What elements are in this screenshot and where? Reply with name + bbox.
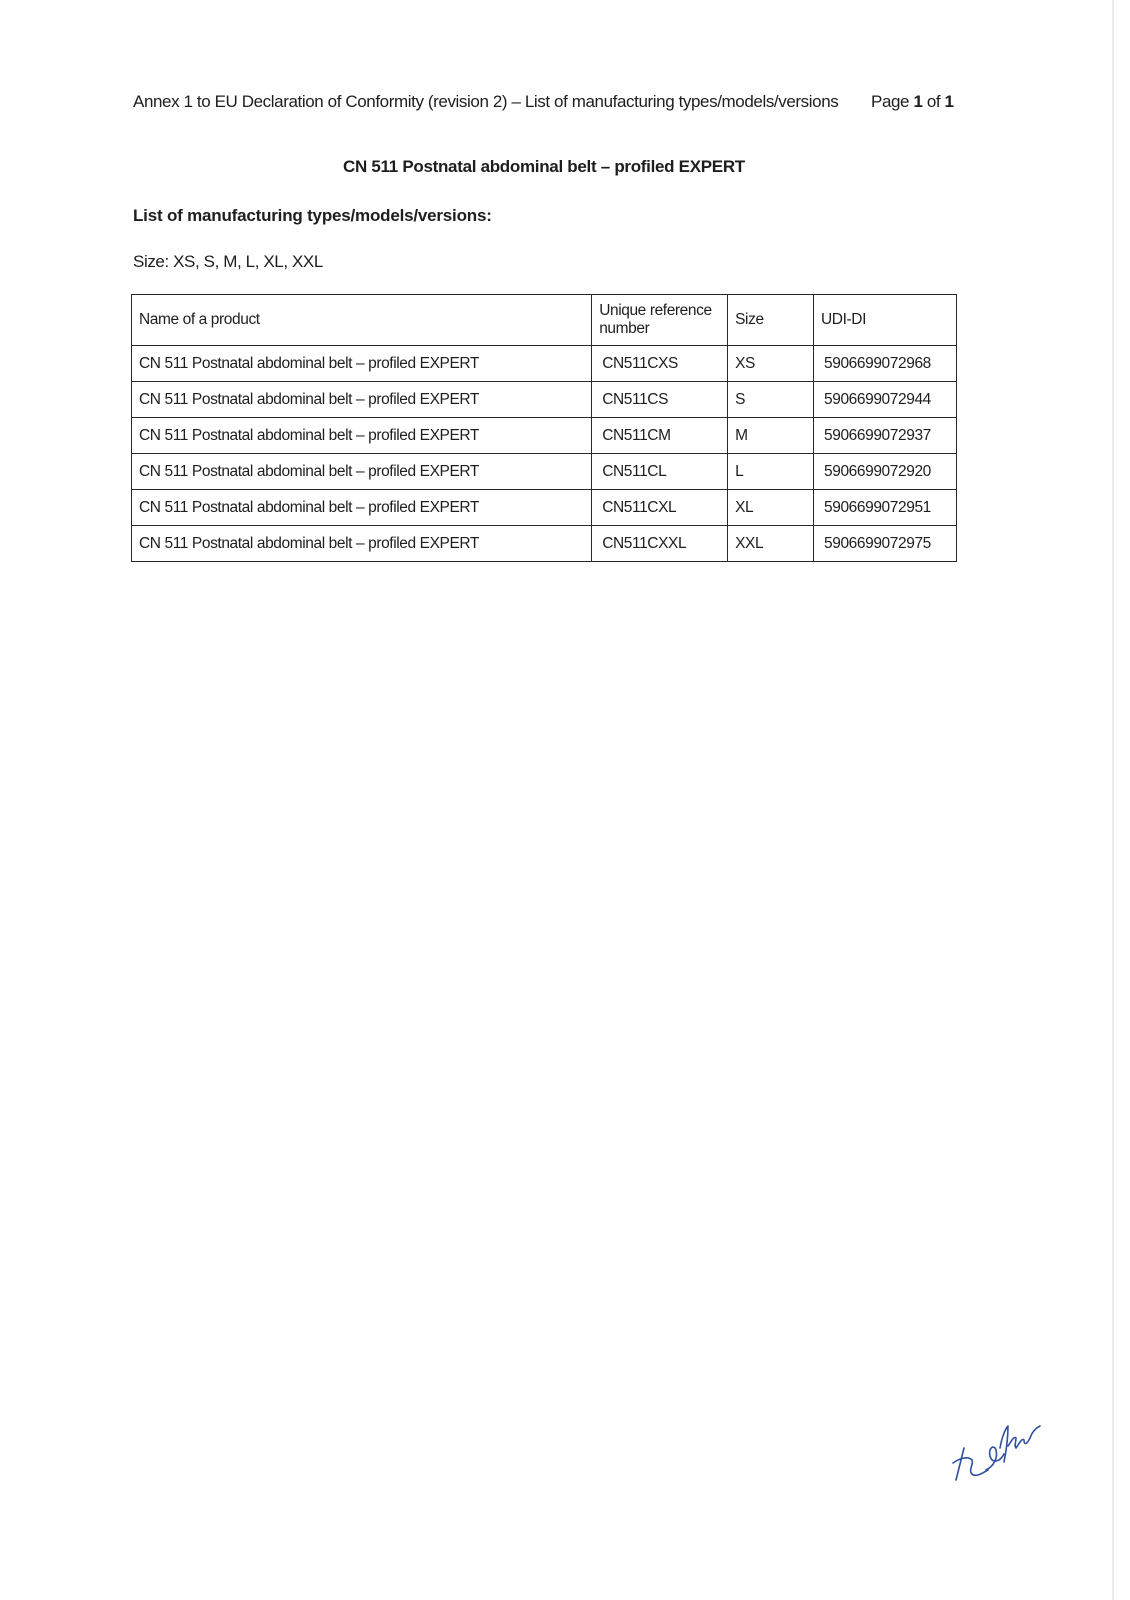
cell-size: XS (728, 346, 814, 382)
page-current: 1 (913, 92, 923, 111)
cell-size: M (728, 418, 814, 454)
header-size: Size (728, 295, 814, 346)
cell-product-name: CN 511 Postnatal abdominal belt – profiled EXPERT (132, 346, 592, 382)
table-header-row (132, 295, 957, 346)
cell-reference-number: CN511CXS (592, 346, 728, 382)
table-row (132, 382, 957, 418)
cell-size: S (728, 382, 814, 418)
header-reference-number: Unique reference number (592, 295, 728, 346)
cell-udi-di: 5906699072944 (814, 382, 957, 418)
page-of: of (926, 92, 941, 111)
list-heading: List of manufacturing types/models/versions: (133, 206, 492, 225)
page-prefix: Page (871, 92, 910, 111)
cell-udi-di: 5906699072968 (814, 346, 957, 382)
page-edge-shadow (1112, 0, 1114, 1600)
annex-header (133, 92, 963, 112)
table-row (132, 346, 957, 382)
table-row (132, 454, 957, 490)
cell-udi-di: 5906699072937 (814, 418, 957, 454)
cell-size: L (728, 454, 814, 490)
cell-udi-di: 5906699072975 (814, 526, 957, 562)
table-row (132, 490, 957, 526)
table-row (132, 526, 957, 562)
size-list: Size: XS, S, M, L, XL, XXL (133, 252, 323, 271)
cell-product-name: CN 511 Postnatal abdominal belt – profiled EXPERT (132, 526, 592, 562)
products-table (131, 294, 957, 562)
header-product-name: Name of a product (132, 295, 592, 346)
cell-reference-number: CN511CXL (592, 490, 728, 526)
handwritten-signature-icon (950, 1418, 1050, 1488)
cell-product-name: CN 511 Postnatal abdominal belt – profiled EXPERT (132, 382, 592, 418)
cell-product-name: CN 511 Postnatal abdominal belt – profiled EXPERT (132, 490, 592, 526)
cell-reference-number: CN511CL (592, 454, 728, 490)
cell-udi-di: 5906699072951 (814, 490, 957, 526)
page-total: 1 (944, 92, 954, 111)
header-udi-di: UDI-DI (814, 295, 957, 346)
cell-reference-number: CN511CXXL (592, 526, 728, 562)
annex-title: Annex 1 to EU Declaration of Conformity (revision 2) – List of manufacturing types/models/versions (133, 92, 839, 111)
cell-reference-number: CN511CS (592, 382, 728, 418)
table-row (132, 418, 957, 454)
cell-product-name: CN 511 Postnatal abdominal belt – profiled EXPERT (132, 454, 592, 490)
cell-size: XXL (728, 526, 814, 562)
cell-reference-number: CN511CM (592, 418, 728, 454)
document-title: CN 511 Postnatal abdominal belt – profiled EXPERT (343, 157, 745, 176)
cell-product-name: CN 511 Postnatal abdominal belt – profiled EXPERT (132, 418, 592, 454)
cell-size: XL (728, 490, 814, 526)
page-indicator (871, 92, 954, 112)
cell-udi-di: 5906699072920 (814, 454, 957, 490)
